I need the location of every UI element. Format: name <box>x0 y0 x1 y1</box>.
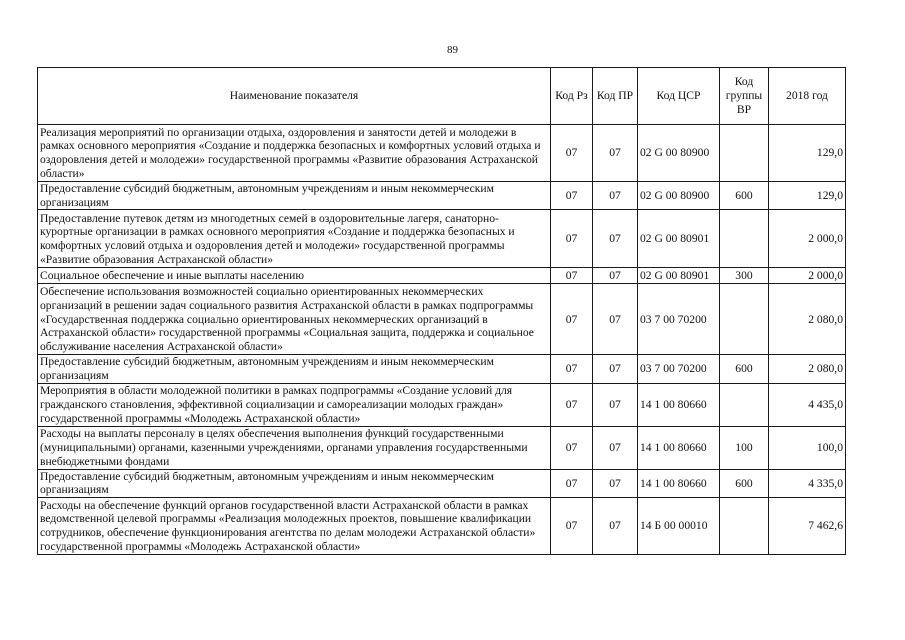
row-pr: 07 <box>593 383 638 426</box>
row-csr: 03 7 00 70200 <box>638 284 720 355</box>
row-amount: 4 435,0 <box>769 383 846 426</box>
row-vr: 600 <box>720 355 769 383</box>
row-amount: 129,0 <box>769 182 846 210</box>
row-vr <box>720 498 769 555</box>
header-pr: Код ПР <box>593 68 638 125</box>
row-vr: 300 <box>720 268 769 284</box>
row-name: Мероприятия в области молодежной политики в рамках подпрограммы «Создание условий для гражданского становления, эффективной социализации и самореализации молодых граждан» государственной программы «Молодежь Астраханской области» <box>38 383 551 426</box>
row-amount: 129,0 <box>769 125 846 182</box>
header-vr: Код группы ВР <box>720 68 769 125</box>
row-pr: 07 <box>593 284 638 355</box>
row-rz: 07 <box>551 125 593 182</box>
row-name: Расходы на выплаты персоналу в целях обеспечения выполнения функций государственными (муниципальными) органами, казенными учреждениями, органами управления государственными внебюджетными фондами <box>38 426 551 469</box>
row-rz: 07 <box>551 284 593 355</box>
row-vr <box>720 383 769 426</box>
row-csr: 14 1 00 80660 <box>638 469 720 497</box>
row-vr <box>720 210 769 268</box>
row-vr: 100 <box>720 426 769 469</box>
header-rz: Код Рз <box>551 68 593 125</box>
page-number: 89 <box>447 44 458 56</box>
table-row <box>38 182 846 210</box>
row-amount: 2 080,0 <box>769 284 846 355</box>
row-pr: 07 <box>593 355 638 383</box>
row-name: Социальное обеспечение и иные выплаты населению <box>38 268 551 284</box>
table-row <box>38 210 846 268</box>
row-vr: 600 <box>720 469 769 497</box>
table-row <box>38 268 846 284</box>
row-name: Реализация мероприятий по организации отдыха, оздоровления и занятости детей и молодежи в рамках основного мероприятия «Создание и поддержка безопасных и комфортных условий отдыха и оздоровления детей и молодежи» государственной программы «Развитие образования Астраханской области» <box>38 125 551 182</box>
row-pr: 07 <box>593 426 638 469</box>
row-name: Предоставление субсидий бюджетным, автономным учреждениям и иным некоммерческим организациям <box>38 182 551 210</box>
row-pr: 07 <box>593 125 638 182</box>
row-vr <box>720 125 769 182</box>
row-pr: 07 <box>593 182 638 210</box>
row-pr: 07 <box>593 469 638 497</box>
row-csr: 14 Б 00 00010 <box>638 498 720 555</box>
row-rz: 07 <box>551 355 593 383</box>
row-rz: 07 <box>551 498 593 555</box>
row-csr: 02 G 00 80901 <box>638 210 720 268</box>
row-rz: 07 <box>551 268 593 284</box>
row-pr: 07 <box>593 268 638 284</box>
row-pr: 07 <box>593 210 638 268</box>
row-name: Предоставление субсидий бюджетным, автономным учреждениям и иным некоммерческим организациям <box>38 469 551 497</box>
row-amount: 2 000,0 <box>769 210 846 268</box>
table-header-row <box>38 68 846 125</box>
row-rz: 07 <box>551 469 593 497</box>
row-rz: 07 <box>551 210 593 268</box>
table-row <box>38 125 846 182</box>
row-csr: 02 G 00 80900 <box>638 125 720 182</box>
row-csr: 14 1 00 80660 <box>638 383 720 426</box>
row-amount: 7 462,6 <box>769 498 846 555</box>
row-amount: 2 080,0 <box>769 355 846 383</box>
budget-table <box>37 67 846 555</box>
row-rz: 07 <box>551 182 593 210</box>
table-row <box>38 284 846 355</box>
row-csr: 02 G 00 80901 <box>638 268 720 284</box>
row-csr: 03 7 00 70200 <box>638 355 720 383</box>
row-name: Предоставление путевок детям из многодетных семей в оздоровительные лагеря, санаторно-курортные организации в рамках основного мероприятия «Создание и поддержка безопасных и комфортных условий отдыха и оздоровления детей и молодежи» государственной программы «Развитие образования Астраханской области» <box>38 210 551 268</box>
header-year: 2018 год <box>769 68 846 125</box>
table-row <box>38 426 846 469</box>
row-vr <box>720 284 769 355</box>
row-name: Расходы на обеспечение функций органов государственной власти Астраханской области в рамках ведомственной целевой программы «Реализация молодежных проектов, повышение квалификации сотрудников, обеспечение функционирования агентства по делам молодежи Астраханской области» государственной программы «Молодежь Астраханской области» <box>38 498 551 555</box>
row-name: Предоставление субсидий бюджетным, автономным учреждениям и иным некоммерческим организациям <box>38 355 551 383</box>
header-csr: Код ЦСР <box>638 68 720 125</box>
row-name: Обеспечение использования возможностей социально ориентированных некоммерческих организаций в решении задач социального развития Астраханской области в рамках подпрограммы «Государственная поддержка социально ориентированных некоммерческих организаций в Астраханской области» государственной программы «Социальная защита, поддержка и социальное обслуживание населения Астраханской области» <box>38 284 551 355</box>
row-amount: 100,0 <box>769 426 846 469</box>
table-row <box>38 469 846 497</box>
table-row <box>38 498 846 555</box>
row-rz: 07 <box>551 426 593 469</box>
row-rz: 07 <box>551 383 593 426</box>
row-csr: 02 G 00 80900 <box>638 182 720 210</box>
table-row <box>38 355 846 383</box>
row-csr: 14 1 00 80660 <box>638 426 720 469</box>
row-pr: 07 <box>593 498 638 555</box>
table-row <box>38 383 846 426</box>
row-amount: 2 000,0 <box>769 268 846 284</box>
row-vr: 600 <box>720 182 769 210</box>
row-amount: 4 335,0 <box>769 469 846 497</box>
header-name: Наименование показателя <box>38 68 551 125</box>
